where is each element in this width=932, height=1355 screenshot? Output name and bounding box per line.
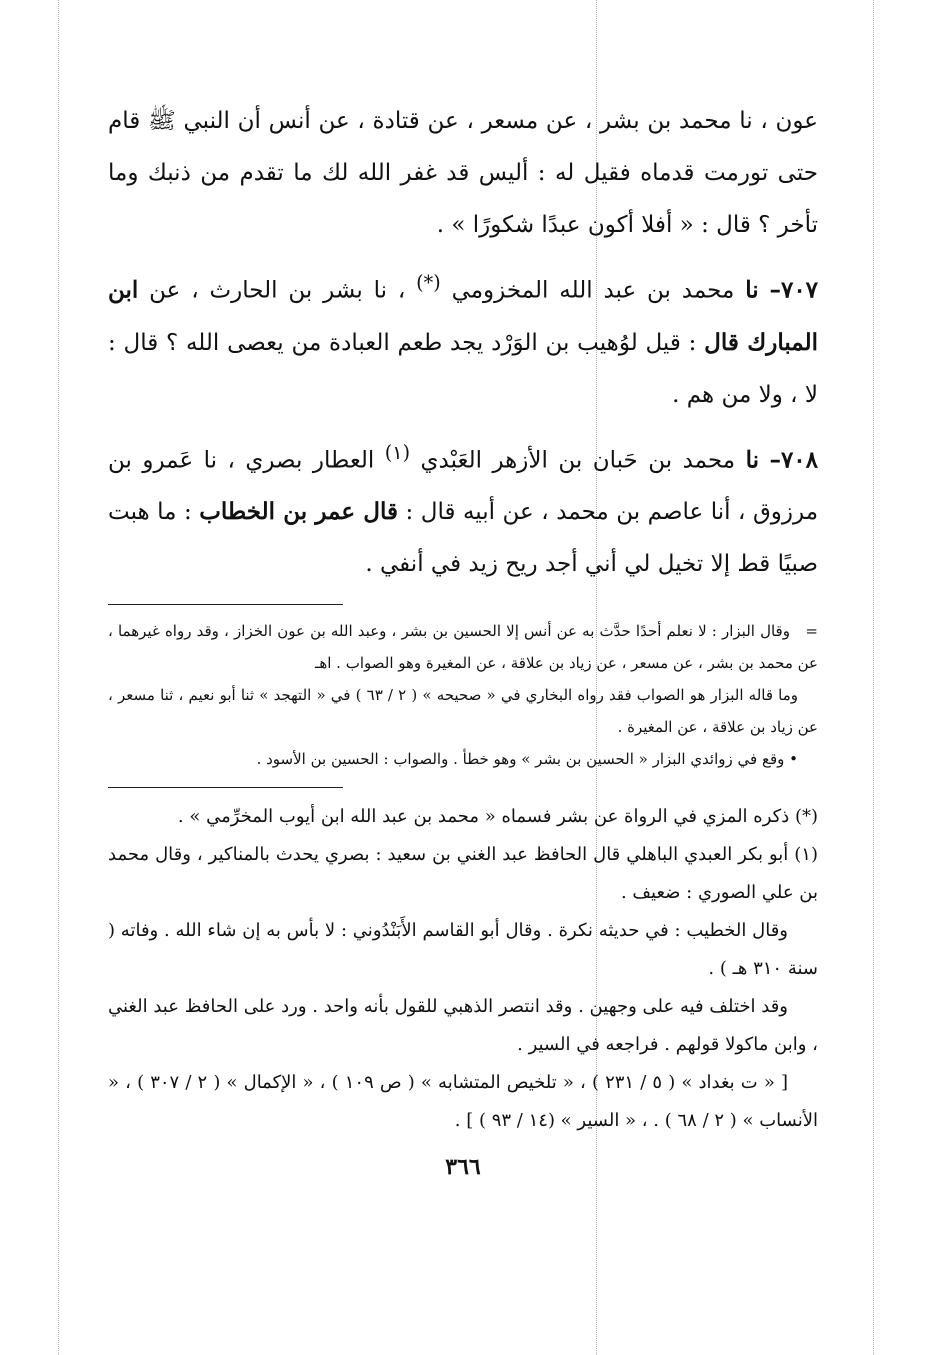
continuation-marker: =: [805, 622, 818, 641]
scan-guide-line-right: [873, 0, 874, 1355]
hadith-707: ٧٠٧– نا محمد بن عبد الله المخزومي (*) ، نا بشر بن الحارث ، عن ابن المبارك قال : قيل لوُهيب بن الوَرْد يجد طعم العبادة من يعصى الله ؟ قال : لا ، ولا من هم .: [108, 271, 819, 408]
footnote-1-sources: [ « ت بغداد » ( ٥ / ٢٣١ ) ، « تلخيص المتشابه » ( ص ١٠٩ ) ، « الإكمال » ( ٢ / ٣٠٧ ) ، « الأنساب » ( ٢ / ٦٨ ) . ، « السير » (١٤ / ٩٣ ) ] .: [108, 1072, 818, 1132]
book-page: [108, 95, 818, 1180]
continued-footnote: [108, 615, 818, 775]
narrator-name: محمد بن عبد الله المخزومي: [451, 277, 735, 304]
footnote-1-paragraph: وقال الخطيب : في حديثه نكرة . وقال أبو القاسم الأَبَنْدُوني : لا بأس به إن شاء الله . وفاته ( سنة ٣١٠ هـ ) .: [108, 920, 818, 980]
footnote-paragraph: • وقع في زوائدي البزار « الحسين بن بشر » وهو خطأ . والصواب : الحسين بن الأسود .: [256, 750, 798, 769]
footnote-mark: (١): [384, 440, 411, 464]
hadith-708: ٧٠٨– نا محمد بن حَبان بن الأزهر العَبْدي $^{(١)}$ العطار بصري ، نا عَمرو بن مرزوق ، أنا عاصم بن محمد ، عن أبيه قال : قال عمر بن الخطاب : ما هبت صبيًا قط إلا تخيل لي أني أجد ريح زيد في أنفي .: [108, 440, 819, 578]
hadith-number: ٧٠٧–: [769, 276, 819, 304]
footnote-mark: (*): [416, 271, 441, 294]
bold-name: قال عمر بن الخطاب: [199, 498, 398, 526]
narration-lead: نا: [745, 276, 759, 304]
page-number: ٣٦٦: [445, 1154, 481, 1181]
hadith-number: ٧٠٨–: [769, 446, 818, 474]
footnote-divider-top: [108, 604, 343, 605]
footnote-paragraph: = وقال البزار : لا نعلم أحدًا حدَّث به عن أنس إلا الحسين بن بشر ، وعبد الله بن عون الخزاز ، وقد رواه غيرهما ، عن محمد بن بشر ، عن مسعر ، عن زياد بن علاقة ، عن المغيرة وهو الصواب . اهـ: [108, 622, 818, 673]
page-footnotes: [108, 798, 818, 1140]
bold-name: ابن المبارك قال: [108, 276, 818, 356]
narration-lead: نا: [745, 446, 759, 474]
footnote-paragraph: وما قاله البزار هو الصواب فقد رواه البخاري في « صحيحه » ( ٢ / ٦٣ ) في « التهجد » ثنا أبو نعيم ، ثنا مسعر ، عن زياد بن علاقة ، عن المغيرة .: [108, 686, 818, 737]
scan-guide-line-left: [58, 0, 59, 1355]
narrator-name: محمد بن حَبان بن الأزهر العَبْدي: [420, 447, 736, 474]
hadith-706-continuation: عون ، نا محمد بن بشر ، عن مسعر ، عن قتادة ، عن أنس أن النبي ﷺ قام حتى تورمت قدماه فقيل له : أليس قد غفر الله لك ما تقدم من ذنبك وما تأخر ؟ قال : « أفلا أكون عبدًا شكورًا » .: [108, 108, 818, 238]
footnote-1: (١) أبو بكر العبدي الباهلي قال الحافظ عبد الغني بن سعيد : بصري يحدث بالمناكير ، وقال محمد بن علي الصوري : ضعيف .: [108, 844, 818, 904]
footnote-star: (*) ذكره المزي في الرواة عن بشر فسماه « محمد بن عبد الله ابن أيوب المخرِّمي » .: [177, 806, 818, 828]
footnote-1-paragraph: وقد اختلف فيه على وجهين . وقد انتصر الذهبي للقول بأنه واحد . ورد على الحافظ عبد الغني ، وابن ماكولا قولهم . فراجعه في السير .: [108, 996, 818, 1056]
footnote-divider: [108, 787, 343, 788]
main-text: [108, 95, 818, 590]
